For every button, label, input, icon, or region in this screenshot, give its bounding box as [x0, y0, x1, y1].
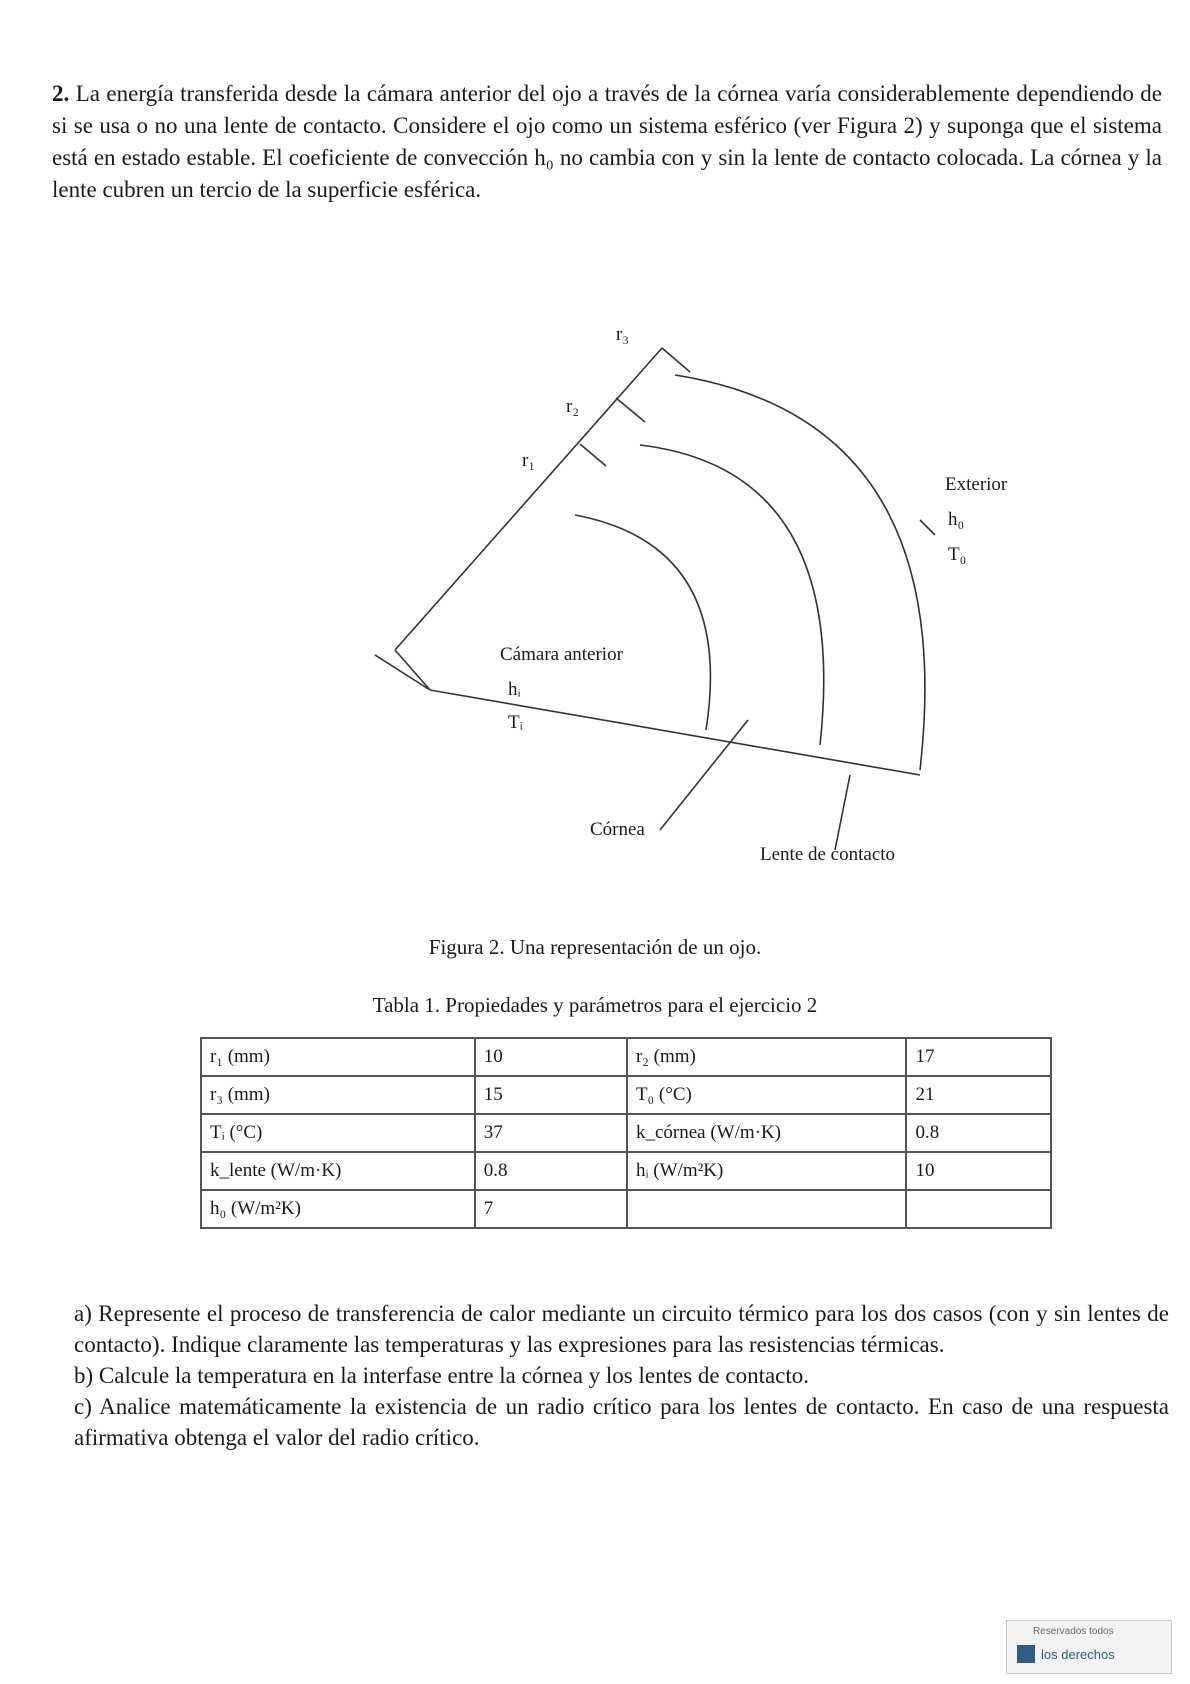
top-line-tick [662, 348, 690, 372]
inner-t: Tᵢ [508, 712, 523, 733]
problem-text: La energía transferida desde la cámara anterior del ojo a través de la córnea varía considerablemente dependiendo de si se usa o no una lente de contacto. Considere el ojo como un sistema esférico (ver Figura 2) y suponga que el sistema está en estado estable. El coeficiente de convección h₀ no cambia con y sin la lente de contacto colocada. La córnea y la lente cubren un tercio de la superficie esférica. [52, 81, 1163, 202]
exterior-h: h₀ [948, 509, 965, 530]
exterior-leader [920, 520, 935, 535]
table-cell [906, 1190, 1051, 1228]
table-cell: k_córnea (W/m·K) [627, 1114, 907, 1152]
table-cell: 10 [475, 1038, 627, 1076]
table-cell: T₀ (°C) [627, 1076, 907, 1114]
table-cell: 17 [906, 1038, 1051, 1076]
cornea-leader [660, 720, 748, 830]
inner-arc [575, 515, 710, 730]
inner-title: Cámara anterior [500, 644, 623, 665]
table-cell: 7 [475, 1190, 627, 1228]
table-row [201, 1152, 1051, 1190]
logo-mark-icon [1017, 1645, 1035, 1663]
table-cell: 37 [475, 1114, 627, 1152]
table-cell: r₁ (mm) [201, 1038, 475, 1076]
r-ticks [580, 398, 645, 466]
table-cell: h₀ (W/m²K) [201, 1190, 475, 1228]
table-cell: 0.8 [475, 1152, 627, 1190]
outer-lens-arc [675, 375, 925, 770]
table-cell [627, 1190, 907, 1228]
cornea-label: Córnea [590, 819, 645, 840]
watermark-logo [1006, 1620, 1172, 1674]
middle-arc [640, 445, 824, 745]
top-radial-line [395, 348, 662, 650]
question-b: b) Calcule la temperatura en la interfase entre la córnea y los lentes de contacto. [74, 1363, 810, 1388]
exterior-title: Exterior [945, 474, 1008, 495]
table-cell: r₂ (mm) [627, 1038, 907, 1076]
label-r3: r₃ [616, 324, 629, 345]
eye-figure [0, 300, 1190, 880]
label-r1: r₁ [522, 450, 535, 471]
label-r2: r₂ [566, 396, 579, 417]
problem-number: 2. [52, 81, 70, 106]
questions-list [74, 1298, 1169, 1453]
table-cell: k_lente (W/m·K) [201, 1152, 475, 1190]
inner-h: hᵢ [508, 679, 521, 700]
origin-marker [375, 650, 430, 690]
table-row [201, 1076, 1051, 1114]
table-row [201, 1038, 1051, 1076]
logo-line-1: Reservados todos [1033, 1626, 1114, 1637]
table-row [201, 1114, 1051, 1152]
logo-line-2: los derechos [1041, 1647, 1115, 1662]
table-cell: 10 [906, 1152, 1051, 1190]
table-caption: Tabla 1. Propiedades y parámetros para el ejercicio 2 [372, 993, 818, 1017]
table-cell: r₃ (mm) [201, 1076, 475, 1114]
figure-caption: Figura 2. Una representación de un ojo. [428, 935, 762, 959]
table-cell: 15 [475, 1076, 627, 1114]
table-cell: 0.8 [906, 1114, 1051, 1152]
problem-statement [52, 78, 1162, 206]
lens-label: Lente de contacto [760, 844, 896, 865]
exterior-t: T₀ [948, 544, 967, 565]
properties-table [200, 1037, 1052, 1229]
question-a: a) Represente el proceso de transferencia de calor mediante un circuito térmico para los dos casos (con y sin lentes de contacto). Indique claramente las temperaturas y las expresiones para las resistencias térmicas. [74, 1301, 1169, 1357]
table-cell: Tᵢ (°C) [201, 1114, 475, 1152]
lens-leader [835, 775, 850, 850]
question-c: c) Analice matemáticamente la existencia de un radio crítico para los lentes de contacto. En caso de una respuesta afirmativa obtenga el valor del radio crítico. [74, 1394, 1169, 1450]
table-cell: hᵢ (W/m²K) [627, 1152, 907, 1190]
bottom-radial-line [430, 690, 920, 775]
table-cell: 21 [906, 1076, 1051, 1114]
table-row [201, 1190, 1051, 1228]
